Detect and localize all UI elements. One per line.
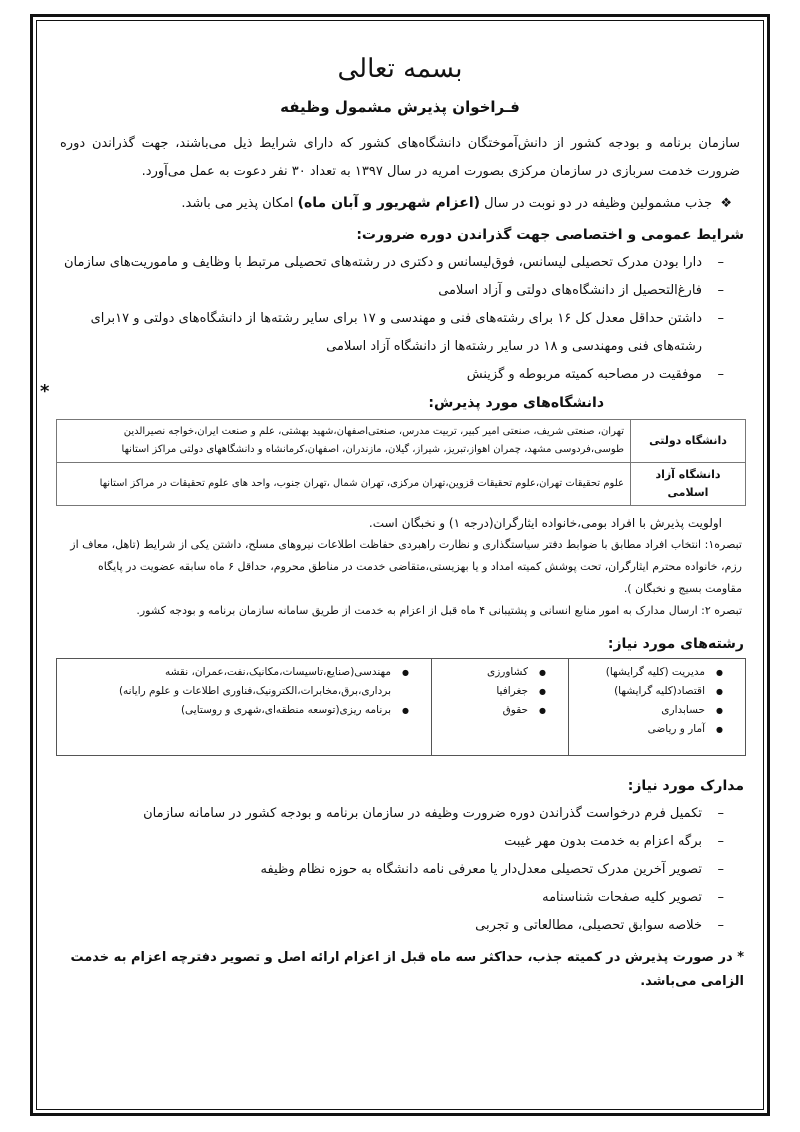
list-item: ● مدیریت (کلیه گرایشها)	[577, 663, 723, 682]
university-list-cell: تهران، صنعتی شریف، صنعتی امیر کبیر، تربیت مدرس، صنعتی‌اصفهان،شهید بهشتی، علم و صنعت ایران،خواجه نصیرالدین طوسی،فردوسی مشهد، چمران اهواز،تبریز، شیراز، گیلان، مازندران، اصفهان،کرمانشاه و دانشگاههای دولتی مراکز استانها	[57, 420, 631, 463]
list-item: ● برنامه ریزی(توسعه منطقه‌ای،شهری و روستایی)	[65, 701, 409, 720]
dispatch-suffix: امکان پذیر می باشد.	[181, 196, 294, 211]
university-list-cell: علوم تحقیقات تهران،علوم تحقیقات قزوین،تهران مرکزی، تهران شمال ،تهران جنوب، واحد های علوم تحقیقات در مراکز استانها	[57, 463, 631, 506]
table-row	[57, 463, 746, 506]
list-item: ● آمار و ریاضی	[577, 720, 723, 739]
document-content	[40, 36, 744, 994]
universities-heading-text: دانشگاه‌های مورد پذیرش:	[428, 395, 604, 411]
final-note: * در صورت پذیرش در کمیته جذب، حداکثر سه ماه قبل از اعزام ارائه اصل و تصویر دفترچه اعزام به خدمت الزامی می‌باشد.	[70, 950, 744, 989]
documents-list	[56, 800, 744, 940]
asterisk-icon: *	[40, 381, 50, 402]
conditions-heading: شرایط عمومی و اختصاصی جهت گذراندن دوره ضرورت:	[356, 227, 744, 243]
list-item: – خلاصه سوابق تحصیلی، مطالعاتی و تجربی	[56, 912, 724, 940]
university-type-cell: دانشگاه دولتی	[631, 420, 746, 463]
list-item: – تکمیل فرم درخواست گذراندن دوره ضرورت وظیفه در سازمان برنامه و بودجه کشور در سامانه سازمان	[56, 800, 724, 828]
dispatch-line	[56, 190, 732, 217]
list-item: ● کشاورزی	[440, 663, 546, 682]
list-item: – داشتن حداقل معدل کل ۱۶ برای رشته‌های فنی و مهندسی و ۱۷ برای سایر رشته‌ها از دانشگاه‌های دولتی و ۱۷برای رشته‌های فنی ومهندسی و ۱۸ در سایر رشته‌ها از دانشگاه آزاد اسلامی	[56, 305, 724, 361]
dispatch-months: (اعزام شهریور و آبان ماه)	[297, 195, 481, 211]
list-item: – دارا بودن مدرک تحصیلی لیسانس، فوق‌لیسانس و دکتری در رشته‌های تحصیلی مرتبط با وظایف و ماموریت‌های سازمان	[56, 249, 724, 277]
fields-heading: رشته‌های مورد نیاز:	[607, 636, 744, 652]
list-item: ● جغرافیا	[440, 682, 546, 701]
fields-column	[569, 659, 746, 756]
conditions-list	[56, 249, 744, 389]
fields-column	[432, 659, 569, 756]
page-title: فـراخوان پذیرش مشمول وظیفه	[280, 98, 520, 116]
basmala-heading: بسمه تعالی	[337, 54, 463, 84]
fields-table	[56, 658, 746, 756]
priority-note: اولویت پذیرش با افراد بومی،خانواده ایثارگران(درجه ۱) و نخبگان است.	[368, 516, 722, 530]
documents-heading: مدارک مورد نیاز:	[627, 778, 744, 794]
list-item: ● حقوق	[440, 701, 546, 720]
list-item: ● اقتصاد(کلیه گرایشها)	[577, 682, 723, 701]
note-1: تبصره۱: انتخاب افراد مطابق با ضوابط دفتر سیاستگذاری و نظارت راهبردی حفاظت اطلاعات نیروهای مسلح، داشتن یکی از شرایط (تاهل، معاف از رزم، خانواده محترم ایثارگران، تحت پوشش کمیته امداد و یا بهزیستی،متقاضی خدمت در مناطق محروم، حداقل ۶ ماه سابقه عضویت در پایگاه مقاومت بسیج و نخبگان ).	[70, 538, 742, 595]
universities-heading	[40, 381, 604, 411]
list-item: ● حسابداری	[577, 701, 723, 720]
university-type-cell: دانشگاه آزاد اسلامی	[631, 463, 746, 506]
diamond-bullet-icon: ❖	[720, 196, 732, 211]
list-item: – برگه اعزام به خدمت بدون مهر غیبت	[56, 828, 724, 856]
note-2: تبصره ۲: ارسال مدارک به امور منابع انسانی و پشتیبانی ۴ ماه قبل از اعزام به خدمت از طریق سامانه سازمان برنامه و بودجه کشور.	[136, 604, 742, 617]
table-row	[57, 659, 746, 756]
intro-paragraph: سازمان برنامه و بودجه کشور از دانش‌آموختگان دانشگاه‌های کشور که دارای شرایط ذیل می‌باشند، جهت گذراندن دوره ضرورت خدمت سربازی در سازمان مرکزی بصورت امریه در سال ۱۳۹۷ به تعداد ۳۰ نفر دعوت به عمل می‌آورد.	[60, 136, 740, 179]
table-row	[57, 420, 746, 463]
universities-table	[56, 419, 746, 506]
list-item: – تصویر آخرین مدرک تحصیلی معدل‌دار یا معرفی نامه دانشگاه به حوزه نظام وظیفه	[56, 856, 724, 884]
list-item: – فارغ‌التحصیل از دانشگاه‌های دولتی و آزاد اسلامی	[56, 277, 724, 305]
dispatch-prefix: جذب مشمولین وظیفه در دو نوبت در سال	[484, 196, 713, 211]
fields-column	[57, 659, 432, 756]
list-item: – تصویر کلیه صفحات شناسنامه	[56, 884, 724, 912]
list-item: – موفقیت در مصاحبه کمیته مربوطه و گزینش	[56, 361, 724, 389]
list-item: ● مهندسی(صنایع،تاسیسات،مکانیک،نفت،عمران، نقشه برداری،برق،مخابرات،الکترونیک،فناوری اطلاعات و علوم رایانه)	[65, 663, 409, 701]
